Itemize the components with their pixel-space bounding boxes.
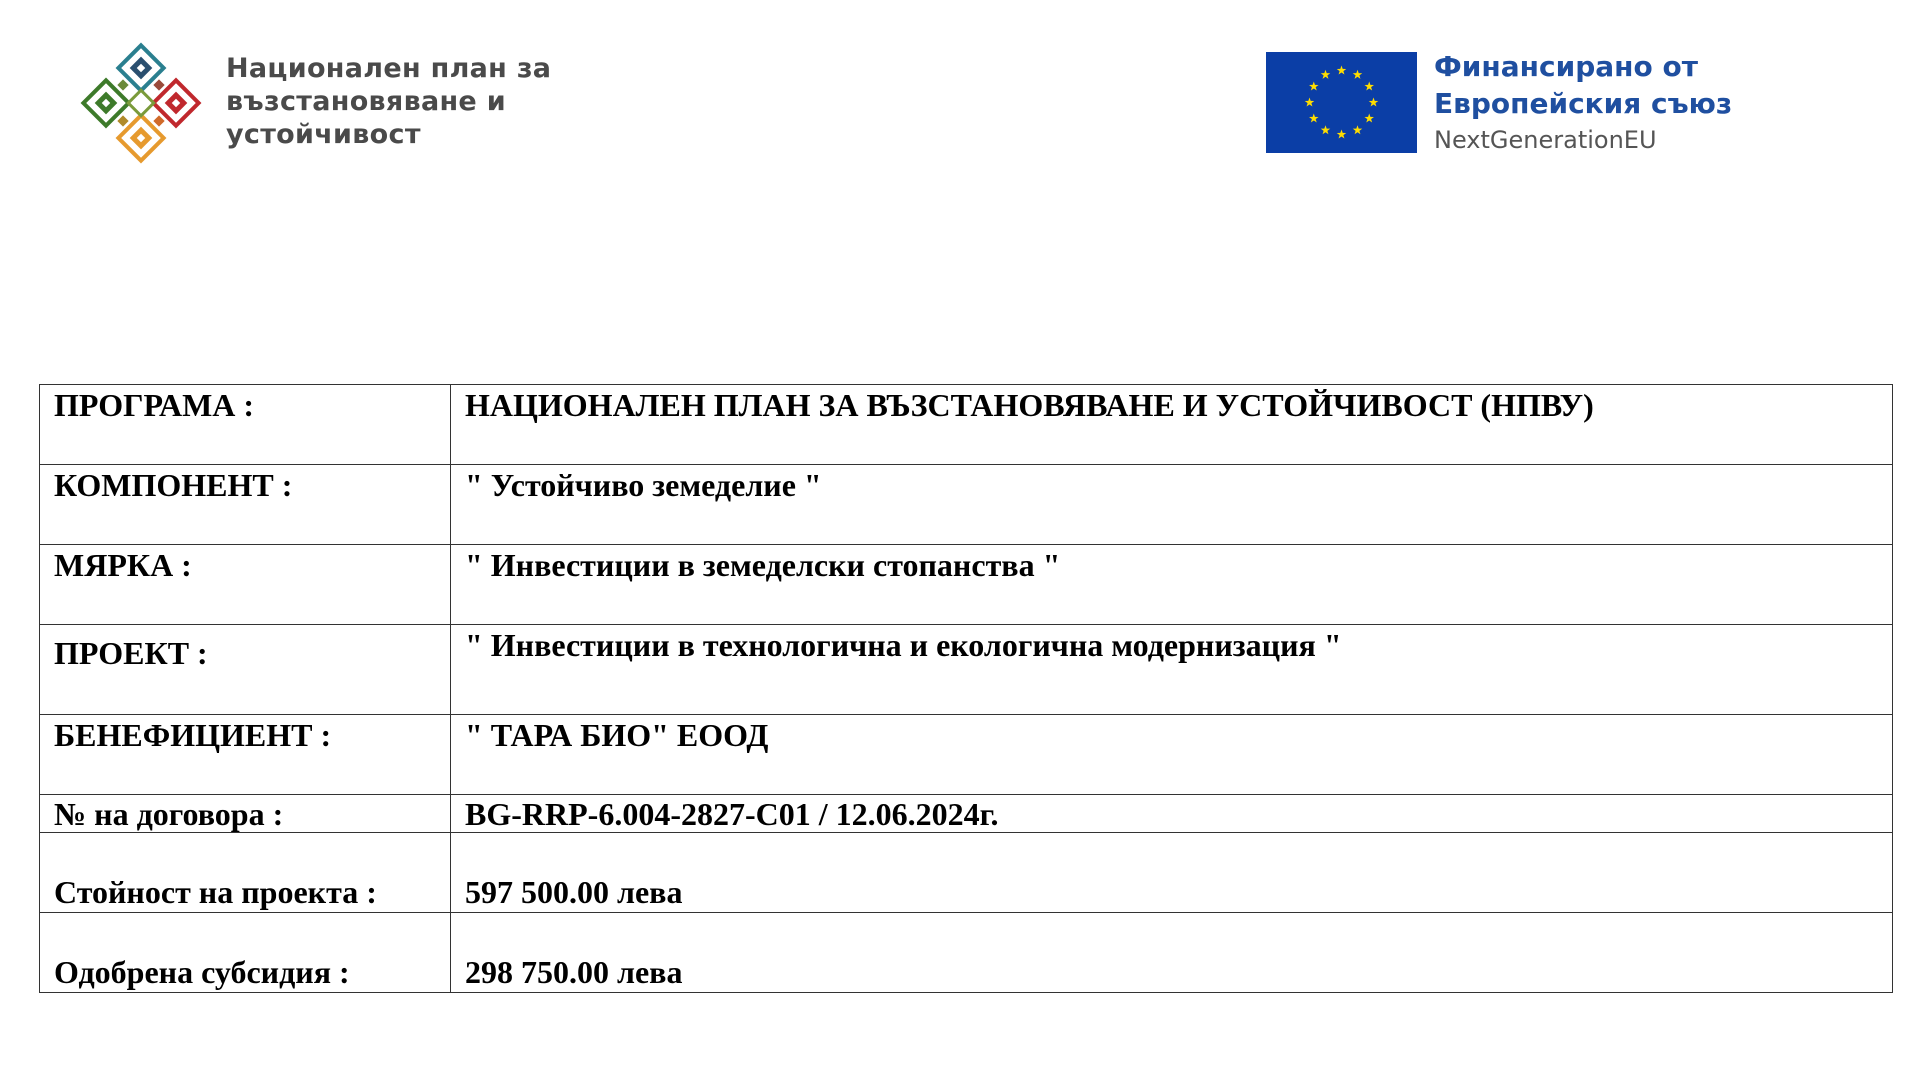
table-row-contract-number [40,795,1893,833]
row-value: НАЦИОНАЛЕН ПЛАН ЗА ВЪЗСТАНОВЯВАНЕ И УСТОЙЧИВОСТ (НПВУ) [451,385,1893,465]
eu-logo-text [1434,48,1732,158]
eu-logo-line-3: NextGenerationEU [1434,126,1657,154]
npvu-logo-text [226,52,551,151]
npvu-logo-line-2: възстановяване и [226,86,506,117]
npvu-pattern-logo [76,38,206,168]
row-value: " Инвестиции в земеделски стопанства " [451,545,1893,625]
row-value: 298 750.00 лева [451,913,1893,993]
table-row-beneficiary [40,715,1893,795]
row-label: БЕНЕФИЦИЕНТ : [40,715,451,795]
row-label: КОМПОНЕНТ : [40,465,451,545]
table-row-approved-subsidy [40,913,1893,993]
row-value: " Устойчиво земеделие " [451,465,1893,545]
table-row-project-value [40,833,1893,913]
npvu-logo-line-3: устойчивост [226,119,421,150]
eu-flag-icon [1266,52,1417,153]
table-row-project [40,625,1893,715]
row-value: 597 500.00 лева [451,833,1893,913]
table-row-component [40,465,1893,545]
row-label: ПРОГРАМА : [40,385,451,465]
row-value: BG-RRP-6.004-2827-C01 / 12.06.2024г. [451,795,1893,833]
row-label: Одобрена субсидия : [40,913,451,993]
row-label: Стойност на проекта : [40,833,451,913]
project-info-table [39,384,1893,993]
eu-logo-line-1: Финансирано от [1434,50,1698,83]
row-label: ПРОЕКТ : [40,625,451,715]
row-label: МЯРКА : [40,545,451,625]
row-value: " ТАРА БИО" ЕООД [451,715,1893,795]
table-row-program [40,385,1893,465]
eu-logo-line-2: Европейския съюз [1434,87,1733,120]
row-value: " Инвестиции в технологична и екологична модернизация " [451,625,1893,715]
row-label: № на договора : [40,795,451,833]
table-row-measure [40,545,1893,625]
npvu-logo-line-1: Национален план за [226,53,552,84]
